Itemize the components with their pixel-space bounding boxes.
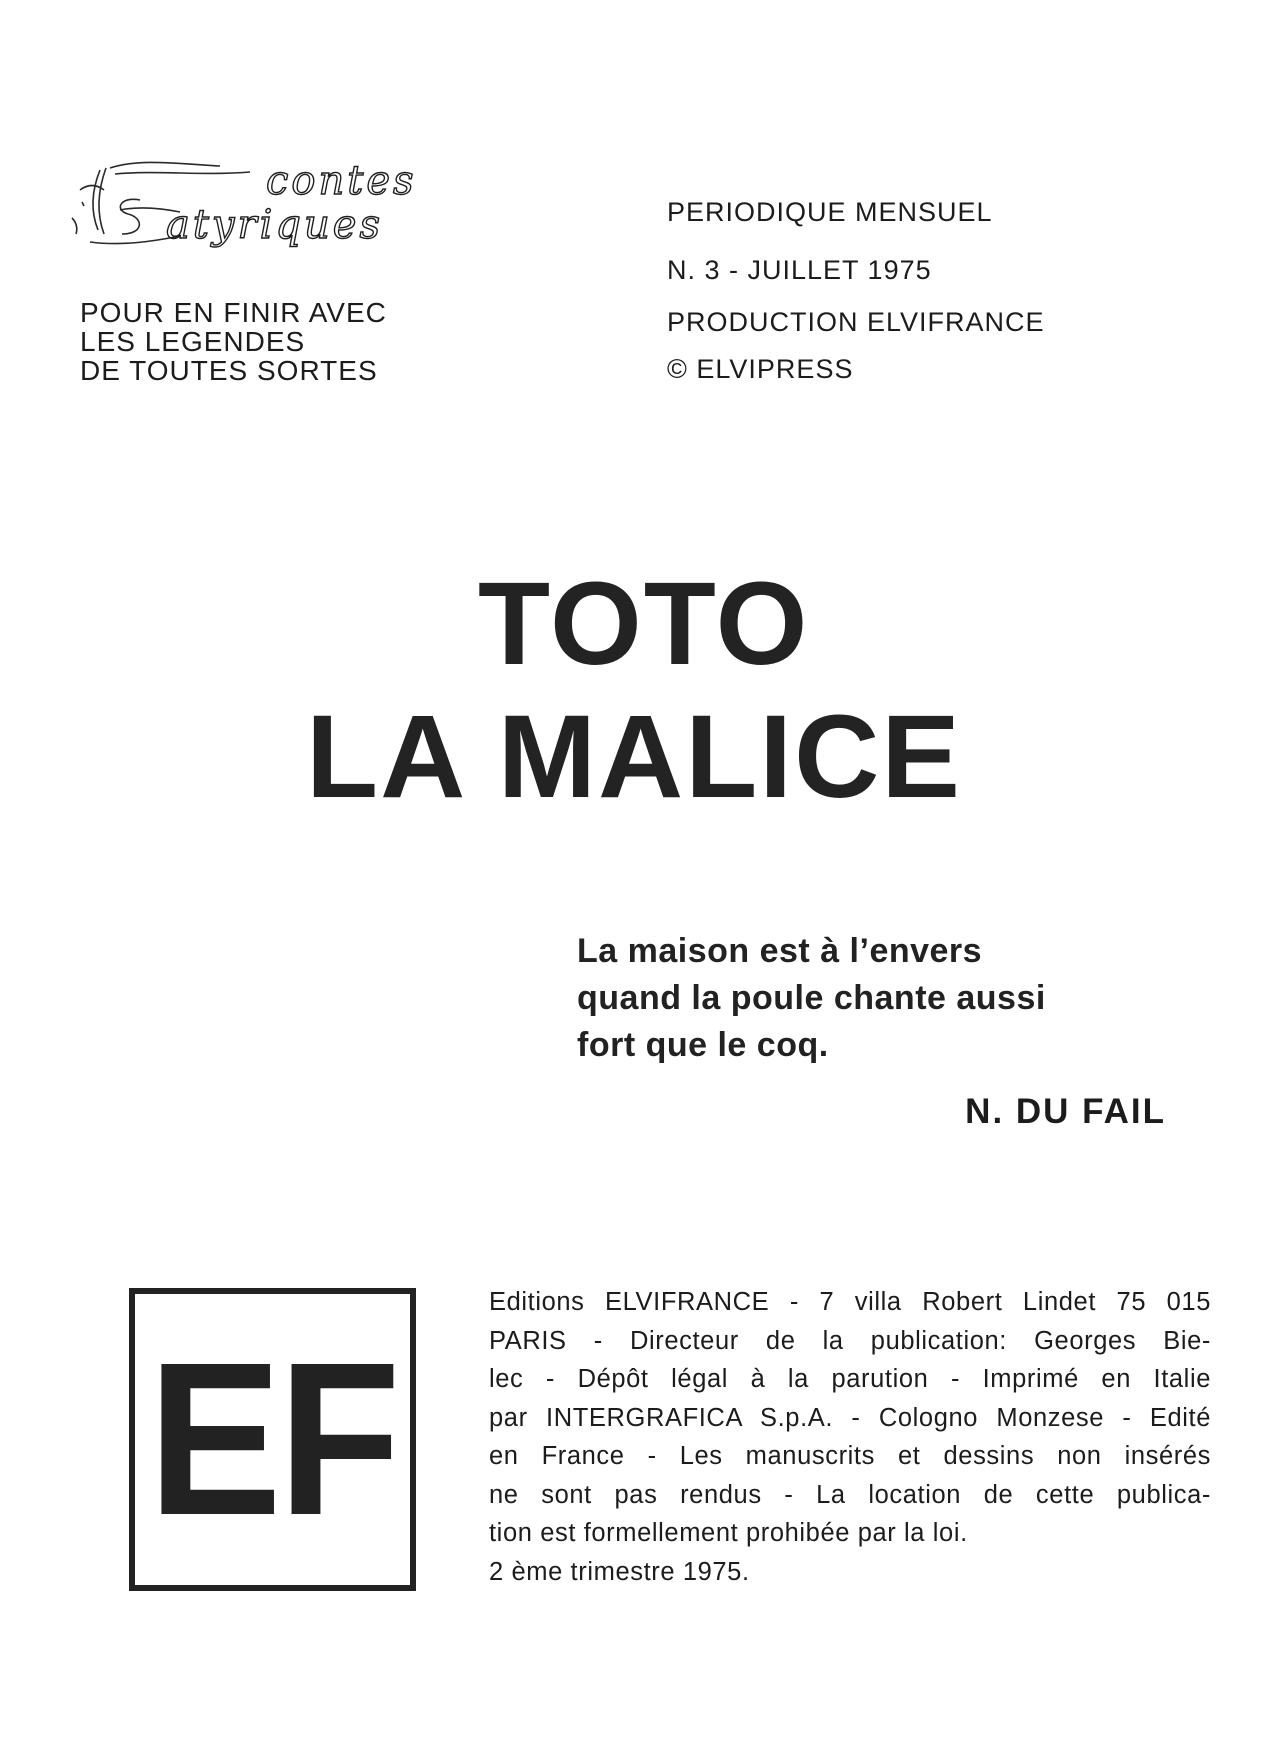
epigraph-quote <box>577 928 1046 1069</box>
legal-line: PARIS - Directeur de la publication: Georges Bie- <box>489 1326 1211 1355</box>
legal-notice <box>489 1283 1211 1591</box>
series-logo <box>70 150 480 260</box>
legal-line: lec - Dépôt légal à la parution - Imprimé en Italie <box>489 1365 1211 1393</box>
legal-line: Editions ELVIFRANCE - 7 villa Robert Lindet 75 015 <box>489 1288 1211 1316</box>
production-credit: PRODUCTION ELVIFRANCE <box>667 307 1045 337</box>
quote-line: quand la poule chante aussi <box>577 979 1046 1017</box>
publisher-logo-text: EF <box>148 1317 397 1561</box>
title-line-1: TOTO <box>478 558 810 690</box>
legal-line: en France - Les manuscrits et dessins non insérés <box>489 1442 1211 1470</box>
legal-line: ne sont pas rendus - La location de cette publica- <box>489 1480 1211 1509</box>
periodical-frequency: PERIODIQUE MENSUEL <box>667 197 993 227</box>
issue-number: N. 3 - JUILLET 1975 <box>667 255 932 285</box>
tagline-line: DE TOUTES SORTES <box>80 355 378 386</box>
title-line-2: LA MALICE <box>306 691 962 823</box>
quote-author: N. DU FAIL <box>965 1092 1166 1131</box>
series-logo-art <box>70 150 480 260</box>
copyright-line: © ELVIPRESS <box>667 354 854 384</box>
tagline-line: POUR EN FINIR AVEC <box>80 297 387 328</box>
logo-line-2: atyriques <box>166 202 383 248</box>
quote-line: La maison est à l’envers <box>577 932 983 970</box>
tagline-line: LES LEGENDES <box>80 326 306 357</box>
legal-line: tion est formellement prohibée par la loi. <box>489 1519 968 1547</box>
legal-line: par INTERGRAFICA S.p.A. - Cologno Monzese - Edité <box>489 1403 1211 1432</box>
publisher-logo-box <box>129 1288 416 1591</box>
logo-line-1: contes <box>266 158 417 204</box>
quote-line: fort que le coq. <box>577 1026 829 1064</box>
legal-line: 2 ème trimestre 1975. <box>489 1557 750 1586</box>
tagline <box>80 298 387 385</box>
